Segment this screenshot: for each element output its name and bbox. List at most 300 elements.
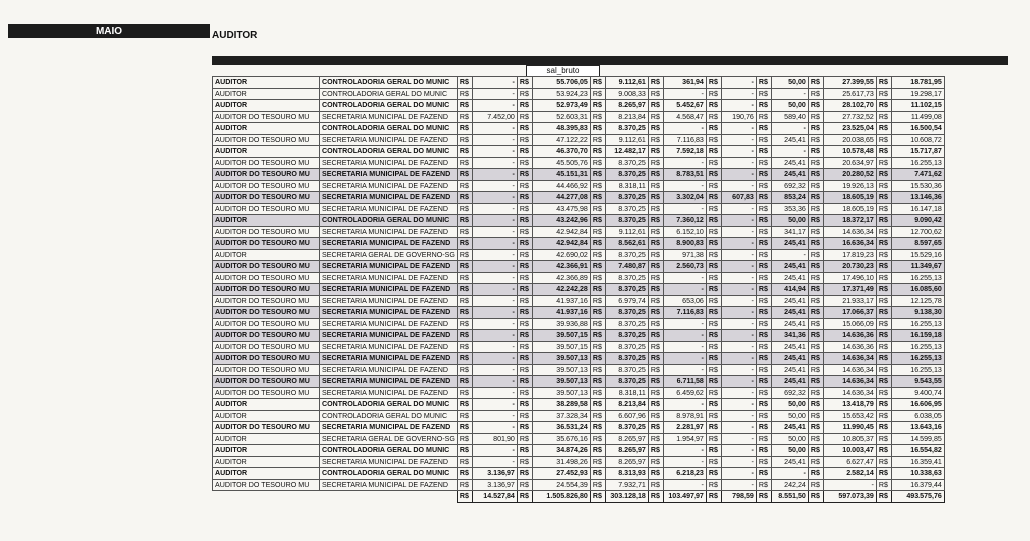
currency-symbol: R$ [457,192,472,204]
value-cell-2: 39.936,88 [532,318,590,330]
currency-symbol: R$ [517,180,532,192]
value-cell-5: - [721,295,756,307]
cargo-cell: AUDITOR DO TESOURO MU [213,318,320,330]
value-cell-8: 10.338,63 [891,468,944,480]
currency-symbol: R$ [457,330,472,342]
value-cell-2: 27.452,93 [532,468,590,480]
value-cell-3: 8.265,97 [605,433,648,445]
currency-symbol: R$ [876,261,891,273]
currency-symbol: R$ [756,353,771,365]
value-cell-3: 8.370,25 [605,249,648,261]
value-cell-2: 36.531,24 [532,422,590,434]
currency-symbol: R$ [517,134,532,146]
currency-symbol: R$ [517,123,532,135]
cargo-cell: AUDITOR DO TESOURO MU [213,284,320,296]
currency-symbol: R$ [876,387,891,399]
currency-symbol: R$ [808,387,823,399]
currency-symbol: R$ [756,238,771,250]
value-cell-2: 38.289,58 [532,399,590,411]
currency-symbol: R$ [517,364,532,376]
value-cell-4: - [663,318,706,330]
currency-symbol: R$ [648,249,663,261]
currency-symbol: R$ [457,249,472,261]
currency-symbol: R$ [648,330,663,342]
table-row [213,399,945,411]
currency-symbol: R$ [808,238,823,250]
currency-symbol: R$ [756,169,771,181]
orgao-cell: CONTROLADORIA GERAL DO MUNIC [320,399,458,411]
currency-symbol: R$ [517,249,532,261]
currency-symbol: R$ [706,226,721,238]
value-cell-5: - [721,88,756,100]
value-cell-2: 45.505,76 [532,157,590,169]
table-row [213,261,945,273]
value-cell-6: 245,41 [771,456,808,468]
value-cell-2: 43.242,96 [532,215,590,227]
value-cell-7: 27.399,55 [823,77,876,89]
table-row [213,238,945,250]
orgao-cell: SECRETARIA MUNICIPAL DE FAZEND [320,364,458,376]
currency-symbol: R$ [457,364,472,376]
cargo-cell: AUDITOR DO TESOURO MU [213,180,320,192]
value-cell-5: - [721,238,756,250]
currency-symbol: R$ [706,157,721,169]
value-cell-8: 16.159,18 [891,330,944,342]
currency-symbol: R$ [706,445,721,457]
currency-symbol: R$ [648,422,663,434]
table-row [213,157,945,169]
table-row [213,203,945,215]
table-row [213,364,945,376]
table-row [213,169,945,181]
currency-symbol: R$ [808,422,823,434]
currency-symbol: R$ [808,353,823,365]
currency-symbol: R$ [590,203,605,215]
currency-symbol: R$ [517,88,532,100]
value-cell-2: 39.507,13 [532,353,590,365]
value-cell-5: - [721,226,756,238]
currency-symbol: R$ [706,456,721,468]
currency-symbol: R$ [876,169,891,181]
value-cell-6: 245,41 [771,261,808,273]
currency-symbol: R$ [517,261,532,273]
currency-symbol: R$ [808,146,823,158]
currency-symbol: R$ [876,318,891,330]
currency-symbol: R$ [648,295,663,307]
table-row [213,123,945,135]
orgao-cell: CONTROLADORIA GERAL DO MUNIC [320,77,458,89]
currency-symbol: R$ [457,341,472,353]
currency-symbol: R$ [876,272,891,284]
value-cell-5: - [721,100,756,112]
value-cell-2: 42.366,89 [532,272,590,284]
value-cell-6: - [771,146,808,158]
currency-symbol: R$ [457,238,472,250]
currency-symbol: R$ [590,180,605,192]
currency-symbol: R$ [876,180,891,192]
currency-symbol: R$ [756,456,771,468]
currency-symbol: R$ [457,376,472,388]
cargo-cell: AUDITOR DO TESOURO MU [213,134,320,146]
currency-symbol: R$ [590,215,605,227]
currency-symbol: R$ [648,387,663,399]
value-cell-3: 8.370,25 [605,169,648,181]
value-cell-2: 42.242,28 [532,284,590,296]
value-cell-4: 4.568,47 [663,111,706,123]
orgao-cell: SECRETARIA GERAL DE GOVERNO-SG [320,433,458,445]
orgao-cell: SECRETARIA MUNICIPAL DE FAZEND [320,134,458,146]
currency-symbol: R$ [706,318,721,330]
currency-symbol: R$ [706,341,721,353]
currency-symbol: R$ [457,157,472,169]
value-cell-1: - [472,330,517,342]
currency-symbol: R$ [648,192,663,204]
currency-symbol: R$ [756,376,771,388]
orgao-cell: SECRETARIA MUNICIPAL DE FAZEND [320,157,458,169]
table-row [213,215,945,227]
value-cell-1: - [472,192,517,204]
month-label: MAIO [8,24,210,38]
value-cell-2: 43.475,98 [532,203,590,215]
table-row [213,226,945,238]
cargo-cell: AUDITOR [213,433,320,445]
value-cell-7: 2.582,14 [823,468,876,480]
orgao-cell: SECRETARIA MUNICIPAL DE FAZEND [320,353,458,365]
value-cell-8: 19.298,17 [891,88,944,100]
value-cell-5: - [721,399,756,411]
totals-spacer [213,491,458,503]
cargo-cell: AUDITOR [213,399,320,411]
currency-symbol: R$ [517,238,532,250]
cargo-cell: AUDITOR [213,123,320,135]
table-row [213,410,945,422]
currency-symbol: R$ [756,364,771,376]
cargo-cell: AUDITOR DO TESOURO MU [213,192,320,204]
currency-symbol: R$ [457,180,472,192]
currency-symbol: R$ [756,272,771,284]
value-cell-3: 8.213,84 [605,399,648,411]
currency-symbol: R$ [648,410,663,422]
currency-symbol: R$ [876,445,891,457]
currency-symbol: R$ [876,364,891,376]
value-cell-6: 245,41 [771,376,808,388]
value-cell-7: 6.627,47 [823,456,876,468]
currency-symbol: R$ [517,479,532,491]
currency-symbol: R$ [706,146,721,158]
currency-symbol: R$ [517,295,532,307]
currency-symbol: R$ [756,479,771,491]
currency-symbol: R$ [517,203,532,215]
value-cell-8: 18.781,95 [891,77,944,89]
value-cell-2: 35.676,16 [532,433,590,445]
currency-symbol: R$ [756,410,771,422]
value-cell-8: 16.554,82 [891,445,944,457]
currency-symbol: R$ [590,226,605,238]
currency-symbol: R$ [706,433,721,445]
value-cell-2: 39.507,13 [532,364,590,376]
value-cell-2: 39.507,13 [532,387,590,399]
currency-symbol: R$ [457,295,472,307]
value-cell-5: - [721,249,756,261]
value-cell-7: 14.636,36 [823,330,876,342]
value-cell-5: - [721,157,756,169]
orgao-cell: SECRETARIA MUNICIPAL DE FAZEND [320,330,458,342]
value-cell-3: 8.370,25 [605,330,648,342]
currency-symbol: R$ [590,491,605,503]
cargo-cell: AUDITOR DO TESOURO MU [213,307,320,319]
cargo-cell: AUDITOR [213,88,320,100]
currency-symbol: R$ [590,456,605,468]
value-cell-8: 15.717,87 [891,146,944,158]
value-cell-6: 692,32 [771,387,808,399]
currency-symbol: R$ [648,146,663,158]
currency-symbol: R$ [876,146,891,158]
value-cell-4: - [663,123,706,135]
currency-symbol: R$ [517,307,532,319]
value-cell-4: 7.116,83 [663,134,706,146]
currency-symbol: R$ [457,100,472,112]
value-cell-2: 55.706,05 [532,77,590,89]
value-cell-7: 10.805,37 [823,433,876,445]
currency-symbol: R$ [808,123,823,135]
currency-symbol: R$ [756,157,771,169]
currency-symbol: R$ [706,364,721,376]
value-cell-6: 245,41 [771,341,808,353]
currency-symbol: R$ [457,422,472,434]
currency-symbol: R$ [517,410,532,422]
cargo-cell: AUDITOR DO TESOURO MU [213,111,320,123]
cargo-cell: AUDITOR [213,468,320,480]
cargo-cell: AUDITOR DO TESOURO MU [213,226,320,238]
value-cell-7: - [823,479,876,491]
value-cell-4: - [663,479,706,491]
value-cell-3: 6.979,74 [605,295,648,307]
value-cell-5: - [721,169,756,181]
cargo-cell: AUDITOR DO TESOURO MU [213,422,320,434]
value-cell-2: 37.328,34 [532,410,590,422]
value-cell-3: 8.370,25 [605,353,648,365]
value-cell-8: 9.138,30 [891,307,944,319]
currency-symbol: R$ [457,111,472,123]
value-cell-6: 50,00 [771,215,808,227]
value-cell-3: 9.112,61 [605,134,648,146]
value-cell-3: 8.265,97 [605,100,648,112]
value-cell-4: - [663,364,706,376]
currency-symbol: R$ [876,203,891,215]
currency-symbol: R$ [457,88,472,100]
currency-symbol: R$ [648,284,663,296]
orgao-cell: CONTROLADORIA GERAL DO MUNIC [320,88,458,100]
value-cell-6: - [771,468,808,480]
value-cell-1: - [472,203,517,215]
cargo-cell: AUDITOR DO TESOURO MU [213,272,320,284]
currency-symbol: R$ [876,77,891,89]
currency-symbol: R$ [706,284,721,296]
value-cell-4: 8.978,91 [663,410,706,422]
currency-symbol: R$ [876,491,891,503]
currency-symbol: R$ [756,100,771,112]
orgao-cell: SECRETARIA MUNICIPAL DE FAZEND [320,203,458,215]
currency-symbol: R$ [517,341,532,353]
value-cell-6: 245,41 [771,318,808,330]
value-cell-7: 17.066,37 [823,307,876,319]
table-row [213,479,945,491]
value-cell-1: 3.136,97 [472,468,517,480]
value-cell-3: 6.607,96 [605,410,648,422]
value-cell-3: 8.318,11 [605,180,648,192]
value-cell-1: - [472,249,517,261]
currency-symbol: R$ [706,134,721,146]
value-cell-2: 39.507,13 [532,376,590,388]
value-cell-1: - [472,88,517,100]
currency-symbol: R$ [876,307,891,319]
total-sal-bruto: 1.505.826,80 [532,491,590,503]
currency-symbol: R$ [590,100,605,112]
orgao-cell: SECRETARIA MUNICIPAL DE FAZEND [320,238,458,250]
value-cell-5: - [721,330,756,342]
currency-symbol: R$ [457,307,472,319]
value-cell-7: 14.636,34 [823,376,876,388]
value-cell-7: 14.636,34 [823,226,876,238]
value-cell-1: - [472,238,517,250]
orgao-cell: CONTROLADORIA GERAL DO MUNIC [320,215,458,227]
currency-symbol: R$ [808,330,823,342]
value-cell-7: 25.617,73 [823,88,876,100]
value-cell-7: 17.371,49 [823,284,876,296]
orgao-cell: SECRETARIA MUNICIPAL DE FAZEND [320,169,458,181]
value-cell-5: - [721,456,756,468]
table-row [213,445,945,457]
value-cell-1: - [472,456,517,468]
currency-symbol: R$ [517,376,532,388]
table-row [213,272,945,284]
orgao-cell: SECRETARIA MUNICIPAL DE FAZEND [320,180,458,192]
value-cell-3: 7.480,87 [605,261,648,273]
value-cell-3: 8.370,25 [605,203,648,215]
currency-symbol: R$ [457,272,472,284]
value-cell-3: 8.370,25 [605,157,648,169]
value-cell-5: - [721,180,756,192]
currency-symbol: R$ [808,272,823,284]
value-cell-8: 16.255,13 [891,341,944,353]
value-cell-4: 6.711,58 [663,376,706,388]
value-cell-6: 589,40 [771,111,808,123]
sal-bruto-column-label: sal_bruto [526,65,600,77]
currency-symbol: R$ [706,238,721,250]
cargo-cell: AUDITOR DO TESOURO MU [213,169,320,181]
value-cell-3: 8.370,25 [605,284,648,296]
value-cell-7: 20.634,97 [823,157,876,169]
value-cell-8: 13.643,16 [891,422,944,434]
value-cell-1: - [472,169,517,181]
value-cell-4: - [663,284,706,296]
currency-symbol: R$ [756,88,771,100]
currency-symbol: R$ [590,387,605,399]
value-cell-8: 9.543,55 [891,376,944,388]
currency-symbol: R$ [590,146,605,158]
currency-symbol: R$ [517,215,532,227]
currency-symbol: R$ [590,341,605,353]
value-cell-2: 44.466,92 [532,180,590,192]
cargo-cell: AUDITOR [213,445,320,457]
currency-symbol: R$ [590,88,605,100]
orgao-cell: SECRETARIA MUNICIPAL DE FAZEND [320,295,458,307]
currency-symbol: R$ [590,318,605,330]
currency-symbol: R$ [457,226,472,238]
currency-symbol: R$ [648,169,663,181]
value-cell-8: 16.606,95 [891,399,944,411]
value-cell-3: 9.008,33 [605,88,648,100]
currency-symbol: R$ [648,445,663,457]
value-cell-4: - [663,353,706,365]
value-cell-4: 3.302,04 [663,192,706,204]
value-cell-7: 14.636,34 [823,364,876,376]
currency-symbol: R$ [457,123,472,135]
currency-symbol: R$ [517,226,532,238]
currency-symbol: R$ [706,468,721,480]
currency-symbol: R$ [590,134,605,146]
orgao-cell: SECRETARIA MUNICIPAL DE FAZEND [320,284,458,296]
value-cell-1: - [472,284,517,296]
cargo-cell: AUDITOR [213,410,320,422]
value-cell-8: 16.255,13 [891,318,944,330]
value-cell-3: 8.370,25 [605,215,648,227]
currency-symbol: R$ [648,307,663,319]
cargo-cell: AUDITOR DO TESOURO MU [213,341,320,353]
currency-symbol: R$ [517,330,532,342]
value-cell-8: 16.255,13 [891,353,944,365]
currency-symbol: R$ [808,364,823,376]
table-row [213,295,945,307]
currency-symbol: R$ [706,376,721,388]
currency-symbol: R$ [808,169,823,181]
value-cell-8: 15.530,36 [891,180,944,192]
total-col-5: 798,59 [721,491,756,503]
value-cell-4: 8.783,51 [663,169,706,181]
value-cell-2: 48.395,83 [532,123,590,135]
currency-symbol: R$ [808,295,823,307]
value-cell-1: - [472,134,517,146]
currency-symbol: R$ [808,111,823,123]
value-cell-4: - [663,272,706,284]
currency-symbol: R$ [808,261,823,273]
table-row [213,180,945,192]
currency-symbol: R$ [590,123,605,135]
value-cell-5: - [721,387,756,399]
currency-symbol: R$ [590,111,605,123]
value-cell-5: - [721,341,756,353]
value-cell-3: 8.370,25 [605,192,648,204]
currency-symbol: R$ [876,479,891,491]
currency-symbol: R$ [808,134,823,146]
table-row [213,88,945,100]
currency-symbol: R$ [590,261,605,273]
currency-symbol: R$ [808,157,823,169]
orgao-cell: SECRETARIA MUNICIPAL DE FAZEND [320,479,458,491]
value-cell-1: - [472,387,517,399]
value-cell-8: 11.349,67 [891,261,944,273]
orgao-cell: SECRETARIA MUNICIPAL DE FAZEND [320,387,458,399]
value-cell-8: 16.085,60 [891,284,944,296]
currency-symbol: R$ [457,410,472,422]
currency-symbol: R$ [756,261,771,273]
value-cell-1: - [472,376,517,388]
cargo-title: AUDITOR [212,30,258,41]
currency-symbol: R$ [590,445,605,457]
value-cell-5: - [721,410,756,422]
currency-symbol: R$ [706,272,721,284]
value-cell-4: 5.452,67 [663,100,706,112]
